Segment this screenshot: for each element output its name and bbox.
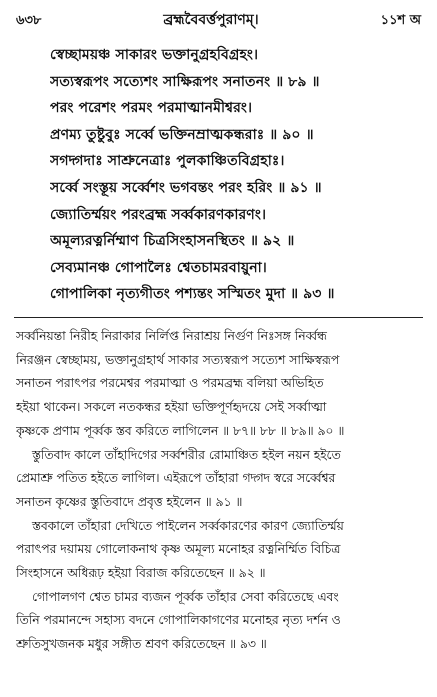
- page-number: ৬৩৮: [16, 13, 42, 28]
- verse-line: পরং পরেশং পরমং পরমাত্মানমীশ্বরং।: [50, 100, 253, 117]
- commentary-line: স্তবকালে তাঁহারা দেখিতে পাইলেন সর্ব্বকারণের কারণ জ্যোতির্ম্ময়: [32, 518, 344, 533]
- page-title: ব্রহ্মবৈবর্ত্তপুরাণম্।: [163, 12, 259, 28]
- commentary-line: গোপালগণ শ্বেত চামর ব্যজন পূর্ব্বক তাঁহার সেবা করিতেছে এবং: [32, 589, 339, 604]
- commentary-line: নিরঞ্জন স্বেচ্ছাময়, ভক্তানুগ্রহার্থ সাকার সত্যস্বরূপ সত্যেশ সাক্ষিস্বরূপ: [16, 352, 340, 367]
- commentary-line: পরাৎপর দয়াময় গোলোকনাথ কৃষ্ণ অমূল্য মনোহর রত্ননির্ম্মিত বিচিত্র: [16, 542, 341, 557]
- bengali-commentary: [16, 325, 425, 657]
- chapter-label: ১১শ অ: [380, 13, 421, 28]
- page-header: [16, 8, 421, 32]
- commentary-line: শ্রুতিসুখজনক মধুর সঙ্গীত শ্রবণ করিতেছেন ॥ ৯৩ ॥: [16, 637, 267, 652]
- verse-line: অমূল্যরত্নর্নিম্মাণ চিত্রসিংহাসনস্থিতং ॥ ৯২ ॥: [50, 233, 295, 250]
- commentary-paragraph: [16, 515, 425, 586]
- verse-line: স্বেচ্ছাময়ঞ্চ সাকারং ভক্তানুগ্রহবিগ্রহং।: [50, 47, 259, 63]
- commentary-paragraph: [16, 444, 425, 515]
- commentary-line: কৃষ্ণকে প্রণাম পূর্ব্বক স্তব করিতে লাগিলেন ॥ ৮৭॥ ৮৮ ॥ ৮৯॥ ৯০ ॥: [16, 423, 345, 438]
- verse-line: সর্ব্বে সংস্তূয় সর্ব্বেশং ভগবন্তং পরং হরিং ॥ ৯১ ॥: [50, 179, 322, 196]
- commentary-paragraph: [16, 586, 425, 657]
- verse-line: গোপালিকা নৃত্যগীতং পশ্যন্তং সস্মিতং মুদা ॥ ৯৩ ॥: [50, 286, 335, 303]
- sanskrit-verses: [50, 42, 421, 308]
- commentary-line: সর্ব্বনিয়ন্তা নিরীহ নিরাকার নির্লিপ্ত নিরাশ্রয় নির্গুণ নিঃসঙ্গ নির্ব্বন্ধ: [16, 329, 327, 343]
- verse-line: সেব্যমানঞ্চ গোপালৈঃ শ্বেতচামরবায়ুনা।: [50, 259, 267, 276]
- commentary-line: সনাতন পরাৎপর পরমেশ্বর পরমাত্মা ও পরমব্রহ্ম বলিয়া অভিহিত: [16, 376, 324, 391]
- commentary-line: সনাতন কৃষ্ণের স্তুতিবাদে প্রবৃত্ত হইলেন ॥ ৯১ ॥: [16, 494, 243, 509]
- verse-line: জ্যোতির্ম্ময়ং পরংব্রহ্ম সর্ব্বকারণকারণং।: [50, 206, 267, 223]
- commentary-line: তিনি পরমানন্দে সহাস্য বদনে গোপালিকাগণের মনোহর নৃত্য দর্শন ও: [16, 613, 341, 628]
- commentary-line: প্রেমাশ্রু পতিত হইতে লাগিল। এইরূপে তাঁহারা গদ্গদ স্বরে সর্ব্বেশ্বর: [16, 471, 336, 486]
- section-divider: [14, 317, 423, 318]
- verse-line: প্রণম্য তুষ্টুবুঃ সর্ব্বে ভক্তিনম্রাত্মকন্ধরাঃ ॥ ৯০ ॥: [50, 126, 314, 143]
- commentary-line: হইয়া থাকেন। সকলে নতকন্ধর হইয়া ভক্তিপূর্ণহৃদয়ে সেই সর্ব্বাত্মা: [16, 400, 327, 415]
- commentary-line: সিংহাসনে অধিরূঢ় হইয়া বিরাজ করিতেছেন ॥ ৯২ ॥: [16, 566, 266, 581]
- verse-line: সগদ্গদাঃ সাশ্রুনেত্রাঃ পুলকাঞ্চিতবিগ্রহাঃ।: [50, 153, 285, 170]
- commentary-paragraph: [16, 325, 425, 444]
- commentary-line: স্তুতিবাদ কালে তাঁহাদিগের সর্ব্বশরীর রোমাঞ্চিত হইল নয়ন হইতে: [32, 447, 341, 462]
- verse-line: সত্যস্বরূপং সত্যেশং সাক্ষিরূপং সনাতনং ॥ ৮৯ ॥: [50, 73, 320, 90]
